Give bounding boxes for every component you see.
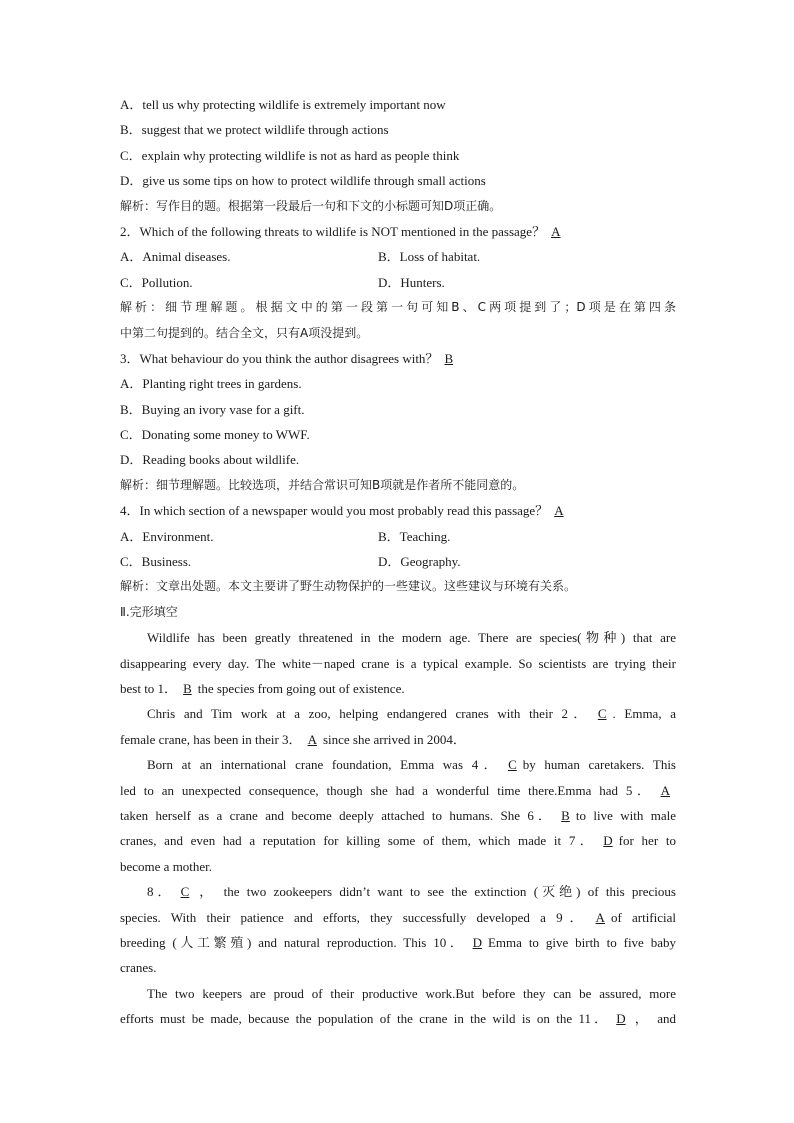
cloze-text: the species from going out of existence. <box>197 680 405 696</box>
cloze-text: . Emma, a <box>612 706 676 722</box>
cloze-paragraph-5 <box>120 981 676 1032</box>
q4-stem-text: 4．In which section of a newspaper would you most probably read this passage？ <box>120 503 549 519</box>
cloze-text: Born at an international crane foundation, Emma was 4． <box>147 757 503 773</box>
q2-stem-text: 2．Which of the following threats to wildlife is NOT mentioned in the passage？ <box>120 223 546 239</box>
cloze-line <box>120 752 676 777</box>
cloze-text: by human caretakers. This <box>522 757 676 773</box>
q4-option-c: C．Business. <box>120 554 192 570</box>
q4-stem <box>120 498 676 523</box>
blank-7-answer: D <box>603 833 613 849</box>
cloze-line <box>120 676 676 701</box>
q4-option-d: D．Geography. <box>378 554 461 570</box>
blank-9-answer: A <box>595 909 605 925</box>
q2-option-a: A．Animal diseases. <box>120 249 231 265</box>
blank-11-answer: D <box>616 1011 626 1027</box>
document-page <box>120 92 676 1031</box>
cloze-text: ， the two zookeepers didn’t want to see the extinction (灭绝) of this precious <box>195 884 676 900</box>
blank-3-answer: A <box>307 731 317 747</box>
blank-10-answer: D <box>472 934 482 950</box>
q2-option-c: C．Pollution. <box>120 274 193 290</box>
cloze-text: Chris and Tim work at a zoo, helping endangered cranes with their 2． <box>147 706 592 722</box>
cloze-paragraph-1 <box>120 625 676 701</box>
q2-options-row-2 <box>120 270 676 295</box>
q1-option-b: B．suggest that we protect wildlife through actions <box>120 122 389 138</box>
cloze-paragraph-2 <box>120 701 676 752</box>
q2-options-row-1 <box>120 244 676 269</box>
cloze-text: ， and <box>631 1011 676 1027</box>
cloze-line <box>120 905 676 930</box>
cloze-text: of artificial <box>610 909 677 925</box>
cloze-line: become a mother. <box>120 858 213 874</box>
cloze-line: cranes. <box>120 960 157 976</box>
blank-4-answer: C <box>508 757 517 773</box>
q3-option-d: D．Reading books about wildlife. <box>120 452 300 468</box>
cloze-line: The two keepers are proud of their productive work.But before they can be assured, more <box>147 985 676 1001</box>
blank-2-answer: C <box>597 706 607 722</box>
q3-analysis: 解析：细节理解题。比较选项，并结合常识可知B项就是作者所不能同意的。 <box>120 477 525 492</box>
q2-option-d: D．Hunters. <box>378 274 445 290</box>
q3-stem <box>120 346 676 371</box>
q2-answer: A <box>551 223 561 239</box>
cloze-text: taken herself as a crane and become deeply attached to humans. She 6． <box>120 807 556 823</box>
q1-option-a: A．tell us why protecting wildlife is extremely important now <box>120 97 446 112</box>
cloze-text: since she arrived in 2004． <box>322 731 466 747</box>
cloze-text: led to an unexpected consequence, though she had a wonderful time there.Emma had 5． <box>120 782 655 798</box>
q3-option-b: B．Buying an ivory vase for a gift. <box>120 401 305 417</box>
blank-1-answer: B <box>183 680 192 696</box>
q2-option-b: B．Loss of habitat. <box>378 249 481 265</box>
blank-5-answer: A <box>660 782 670 798</box>
cloze-line <box>120 879 676 904</box>
cloze-text: female crane, has been in their 3． <box>120 731 302 747</box>
q4-option-b: B．Teaching. <box>378 528 451 544</box>
q4-option-a: A．Environment. <box>120 528 214 544</box>
cloze-text: 8． <box>147 884 175 900</box>
q4-options-row-2 <box>120 549 676 574</box>
q3-option-c: C．Donating some money to WWF. <box>120 427 310 443</box>
cloze-line <box>120 701 676 726</box>
cloze-text: efforts must be made, because the population of the crane in the wild is on the 11． <box>120 1011 611 1027</box>
cloze-line <box>120 930 676 955</box>
q2-analysis-line-2: 中第二句提到的。结合全文，只有A项没提到。 <box>120 325 369 340</box>
cloze-line: Wildlife has been greatly threatened in the modern age. There are species(物种) that are <box>147 630 676 646</box>
cloze-text: to live with male <box>575 807 676 823</box>
q4-answer: A <box>554 503 564 519</box>
q3-stem-text: 3．What behaviour do you think the author disagrees with？ <box>120 350 439 366</box>
blank-6-answer: B <box>561 807 570 823</box>
cloze-line <box>120 803 676 828</box>
cloze-text: best to 1． <box>120 680 178 696</box>
cloze-line <box>120 828 676 853</box>
section-title: Ⅱ.完形填空 <box>120 604 178 619</box>
cloze-text: species. With their patience and efforts, they successfully developed a 9． <box>120 909 590 925</box>
q1-option-c: C．explain why protecting wildlife is not as hard as people think <box>120 147 460 163</box>
cloze-text: for her to <box>618 833 676 849</box>
cloze-text: breeding (人工繁殖) and natural reproduction. This 10． <box>120 934 467 950</box>
q1-analysis: 解析：写作目的题。根据第一段最后一句和下文的小标题可知D项正确。 <box>120 198 502 213</box>
q3-answer: B <box>444 350 454 366</box>
q4-options-row-1 <box>120 524 676 549</box>
q2-stem <box>120 219 676 244</box>
cloze-text: Emma to give birth to five baby <box>487 934 676 950</box>
cloze-line <box>120 727 676 752</box>
q4-analysis: 解析：文章出处题。本文主要讲了野生动物保护的一些建议。这些建议与环境有关系。 <box>120 579 577 594</box>
cloze-line: disappearing every day. The white－naped crane is a typical example. So scientists are trying their <box>120 655 676 671</box>
cloze-line <box>120 1006 676 1031</box>
q1-option-d: D．give us some tips on how to protect wildlife through small actions <box>120 173 486 189</box>
q3-option-a: A．Planting right trees in gardens. <box>120 376 302 392</box>
cloze-text: cranes, and even had a reputation for killing some of them, which made it 7． <box>120 833 598 849</box>
blank-8-answer: C <box>180 884 190 900</box>
q2-analysis-line-1: 解析：细节理解题。根据文中的第一段第一句可知B、C两项提到了；D项是在第四条 <box>120 300 676 315</box>
cloze-paragraph-3 <box>120 752 676 879</box>
cloze-paragraph-4 <box>120 879 676 981</box>
cloze-line <box>120 778 676 803</box>
